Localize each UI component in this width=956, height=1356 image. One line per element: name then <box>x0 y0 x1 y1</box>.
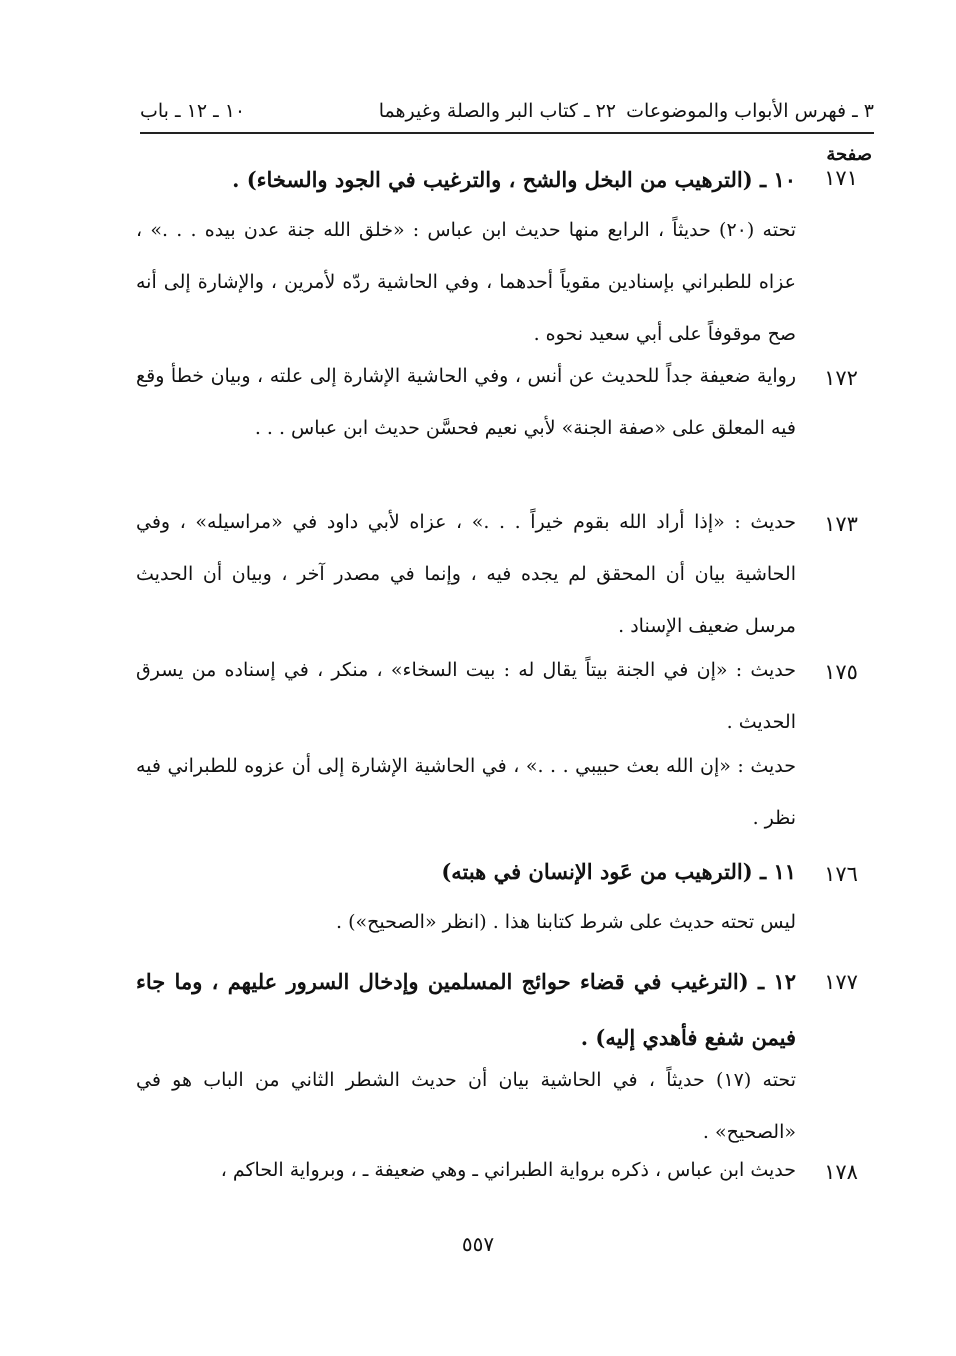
chapter-heading: ١١ ـ (الترهيب من عَود الإنسان في هبته) <box>441 859 796 884</box>
header-chapter-range: ١٠ ـ ١٢ ـ باب <box>140 100 246 122</box>
entry-page-number: ١٧٣ <box>824 512 858 536</box>
entry-text: حديث ابن عباس ، ذكره برواية الطبراني ـ وهي ضعيفة ـ ، وبرواية الحاكم ، <box>220 1159 796 1181</box>
header-book-title: ٢٢ ـ كتاب البر والصلة وغيرهما <box>378 100 616 122</box>
entry-text: تحته (١٧) حديثاً ، في الحاشية بيان أن حديث الشطر الثاني من الباب هو في «الصحيح» . <box>136 1069 796 1143</box>
entry-page-number: ١٧٧ <box>824 970 858 994</box>
entry-page-number: ١٧٢ <box>824 366 858 390</box>
page-column-label: صفحة <box>826 144 872 165</box>
entry-text: حديث : «إذا أراد الله بقوم خيراً . . .» ، عزاه لأبي داود في «مراسيله» ، وفي الحاشية بيان أن المحقق لم يجده فيه ، وإنما في مصدر آخر ، وبيان أن الحديث مرسل ضعيف الإسناد . <box>136 511 796 637</box>
entry-text: ليس تحته حديث على شرط كتابنا هذا . (انظر «الصحيح») . <box>336 911 796 933</box>
folio-page-number: ٥٥٧ <box>461 1232 495 1256</box>
entry-text: حديث : «إن الله بعث حبيبي . . .» ، في الحاشية الإشارة إلى أن عزوه للطبراني فيه نظر . <box>136 755 796 829</box>
chapter-heading: ١٠ ـ (الترهيب من البخل والشح ، والترغيب في الجود والسخاء) . <box>232 167 796 192</box>
header-part-title: ٣ ـ فهرس الأبواب والموضوعات <box>626 100 874 122</box>
entry-text: حديث : «إن في الجنة بيتاً يقال له : بيت السخاء» ، منكر ، في إسناده من يسرق الحديث . <box>136 659 796 733</box>
entry-text: تحته (٢٠) حديثاً ، الرابع منها حديث ابن عباس : «خلق الله جنة عدن بيده . . .» ، عزاه للطبراني بإسنادين مقوياً أحدهما ، وفي الحاشية ردّه لأمرين ، والإشارة إلى أنه صح موقوفاً على أبي سعيد نحوه . <box>136 219 796 345</box>
chapter-heading: ١٢ ـ (الترغيب في قضاء حوائج المسلمين وإدخال السرور عليهم ، وما جاء فيمن شفع فأهدي إليه) . <box>136 969 796 1050</box>
entry-page-number: ١٧٦ <box>824 862 858 886</box>
entry-text: رواية ضعيفة جداً للحديث عن أنس ، وفي الحاشية الإشارة إلى علته ، وبيان خطأ وقع فيه المعلق على «صفة الجنة» لأبي نعيم فحسَّن حديث ابن عباس . . . <box>136 365 797 439</box>
entry-page-number: ١٧٥ <box>824 660 858 684</box>
entry-page-number: ١٧١ <box>824 166 858 190</box>
running-header <box>140 92 874 134</box>
entry-page-number: ١٧٨ <box>824 1160 858 1184</box>
